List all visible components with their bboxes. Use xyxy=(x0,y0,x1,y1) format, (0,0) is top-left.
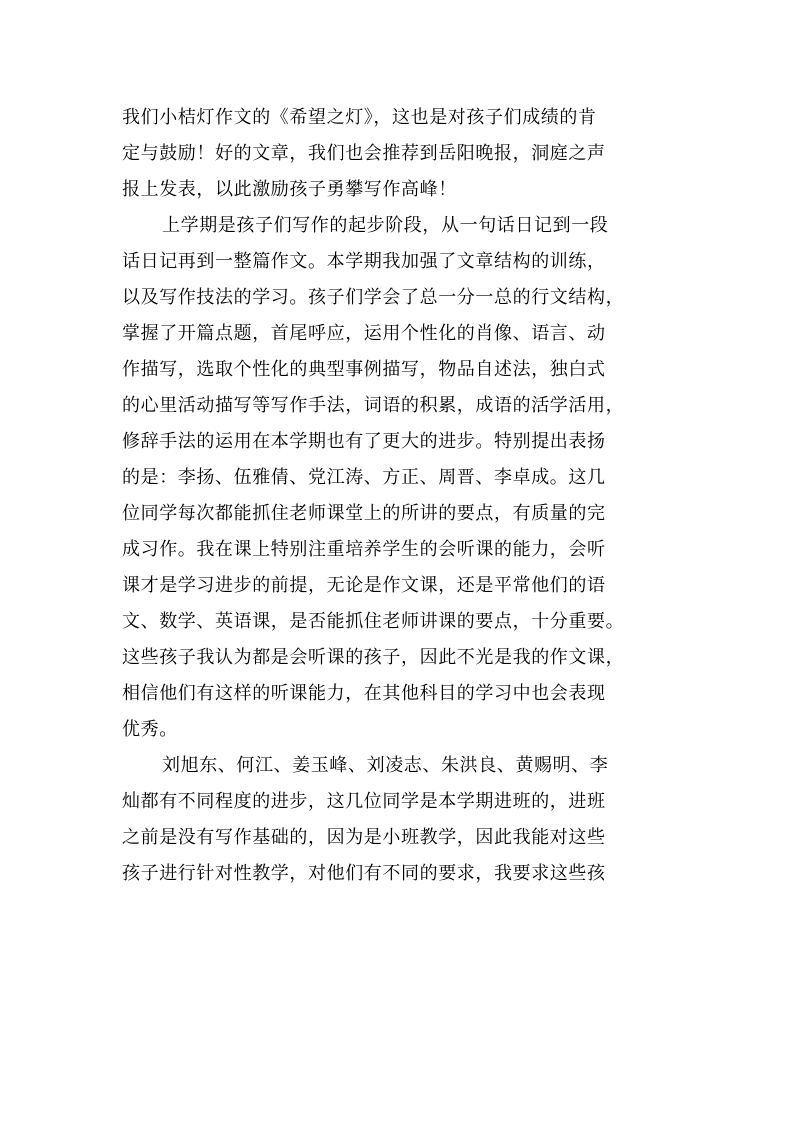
body-text xyxy=(122,100,682,892)
text-line: 课才是学习进步的前提，无论是作文课，还是平常他们的语 xyxy=(122,575,606,596)
text-line: 定与鼓励！好的文章，我们也会推荐到岳阳晚报，洞庭之声 xyxy=(122,143,606,164)
text-line: 掌握了开篇点题，首尾呼应，运用个性化的肖像、语言、动 xyxy=(122,323,606,344)
text-line: 之前是没有写作基础的，因为是小班教学，因此我能对这些 xyxy=(122,827,606,848)
text-line: 相信他们有这样的听课能力，在其他科目的学习中也会表现 xyxy=(122,683,606,704)
paragraph-start-line: 上学期是孩子们写作的起步阶段，从一句话日记到一段 xyxy=(162,215,609,236)
paragraph-start-line: 刘旭东、何江、姜玉峰、刘凌志、朱洪良、黄赐明、李 xyxy=(162,755,609,776)
text-line: 以及写作技法的学习。孩子们学会了总一分一总的行文结构， xyxy=(122,287,625,308)
text-line: 位同学每次都能抓住老师课堂上的所讲的要点，有质量的完 xyxy=(122,503,606,524)
text-line: 文、数学、英语课，是否能抓住老师讲课的要点，十分重要。 xyxy=(122,611,625,632)
text-line: 的心里活动描写等写作手法，词语的积累，成语的活学活用， xyxy=(122,395,625,416)
text-line: 优秀。 xyxy=(122,719,178,740)
text-line: 话日记再到一整篇作文。本学期我加强了文章结构的训练， xyxy=(122,251,606,272)
text-line: 成习作。我在课上特别注重培养学生的会听课的能力，会听 xyxy=(122,539,606,560)
text-line: 孩子进行针对性教学，对他们有不同的要求，我要求这些孩 xyxy=(122,863,606,884)
text-line: 我们小桔灯作文的《希望之灯》，这也是对孩子们成绩的肯 xyxy=(122,107,597,128)
text-line: 报上发表，以此激励孩子勇攀写作高峰！ xyxy=(122,179,457,200)
text-line: 修辞手法的运用在本学期也有了更大的进步。特别提出表扬 xyxy=(122,431,606,452)
text-line: 作描写，选取个性化的典型事例描写，物品自述法，独白式 xyxy=(122,359,606,380)
text-line: 这些孩子我认为都是会听课的孩子，因此不光是我的作文课， xyxy=(122,647,625,668)
text-line: 灿都有不同程度的进步，这几位同学是本学期进班的，进班 xyxy=(122,791,606,812)
text-line: 的是：李扬、伍雅倩、党江涛、方正、周晋、李卓成。这几 xyxy=(122,467,606,488)
